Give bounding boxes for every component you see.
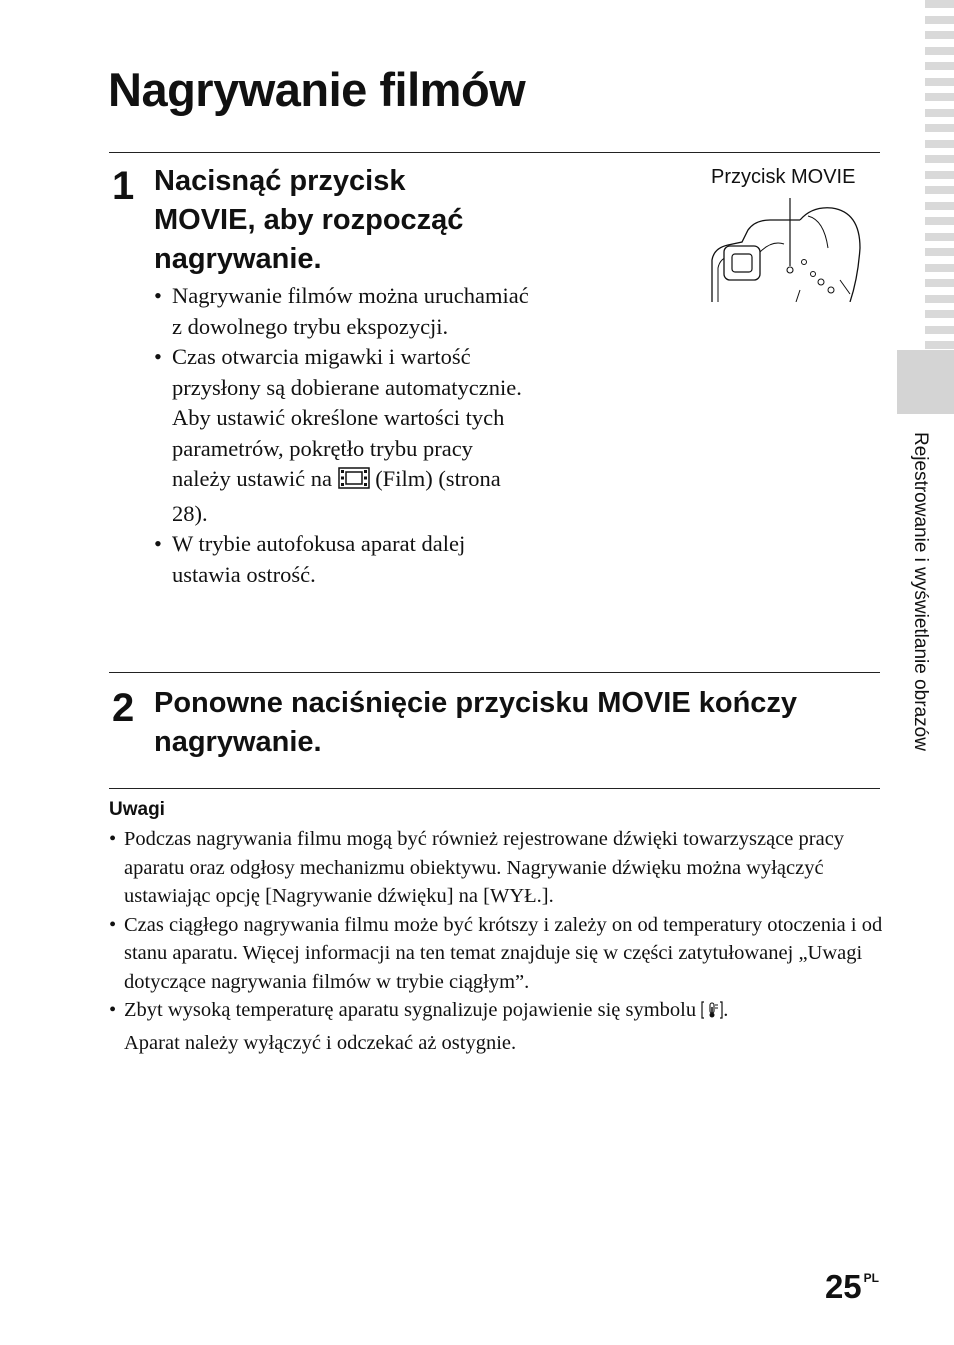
step-1-heading-line: MOVIE, aby rozpocząć (154, 204, 464, 236)
overheat-warning-icon (701, 1000, 723, 1029)
divider (109, 788, 880, 789)
notes-list (109, 825, 884, 1057)
page-number: 25 $^{PL}$ (824, 1268, 879, 1305)
step-1-heading-line: Nacisnąć przycisk (154, 165, 406, 197)
camera-callout-label: Przycisk MOVIE (711, 166, 856, 188)
list-item: • Czas otwarcia migawki i wartość przysłony są dobierane automatycznie. Aby ustawić określone wartości tych parametrów, pokrętło trybu pracy należy ustawić na (Film) (strona 28). (154, 342, 534, 529)
thumb-index-strip (925, 0, 954, 345)
camera-illustration (700, 190, 865, 302)
step-1-number: 1 (112, 164, 135, 208)
section-side-label: Rejestrowanie i wyświetlanie obrazów (910, 432, 931, 751)
thumb-index-active-tab (897, 350, 954, 414)
list-item: • Nagrywanie filmów można uruchamiać z dowolnego trybu ekspozycji. (154, 281, 534, 342)
step-1-heading-line: nagrywanie. (154, 243, 322, 275)
step-2-heading: Ponowne naciśnięcie przycisku MOVIE kończy nagrywanie. (154, 687, 798, 758)
list-item: • W trybie autofokusa aparat dalej ustawia ostrość. (154, 529, 534, 590)
step-1-bullets (154, 281, 534, 590)
list-item: • Podczas nagrywania filmu mogą być również rejestrowane dźwięki towarzyszące pracy aparatu oraz odgłosy mechanizmu obiektywu. Nagrywanie dźwięku można wyłączyć ustawiając opcję [Nagrywanie dźwięku] na [WYŁ.]. (109, 825, 884, 911)
step-2-number: 2 (112, 686, 135, 730)
step-1-heading (154, 162, 463, 279)
list-item: • Zbyt wysoką temperaturę aparatu sygnalizuje pojawienie się symbolu . Aparat należy wyłączyć i odczekać aż ostygnie. (109, 996, 884, 1057)
divider (109, 672, 880, 673)
notes-heading: Uwagi (109, 799, 165, 820)
film-mode-icon (338, 466, 370, 499)
page-title: Nagrywanie filmów (108, 63, 526, 116)
list-item: • Czas ciągłego nagrywania filmu może być krótszy i zależy on od temperatury otoczenia i od stanu aparatu. Więcej informacji na ten temat znajduje się w części zatytułowanej „Uwagi dotyczące nagrywania filmów w trybie ciągłym”. (109, 911, 884, 997)
divider (109, 152, 880, 153)
